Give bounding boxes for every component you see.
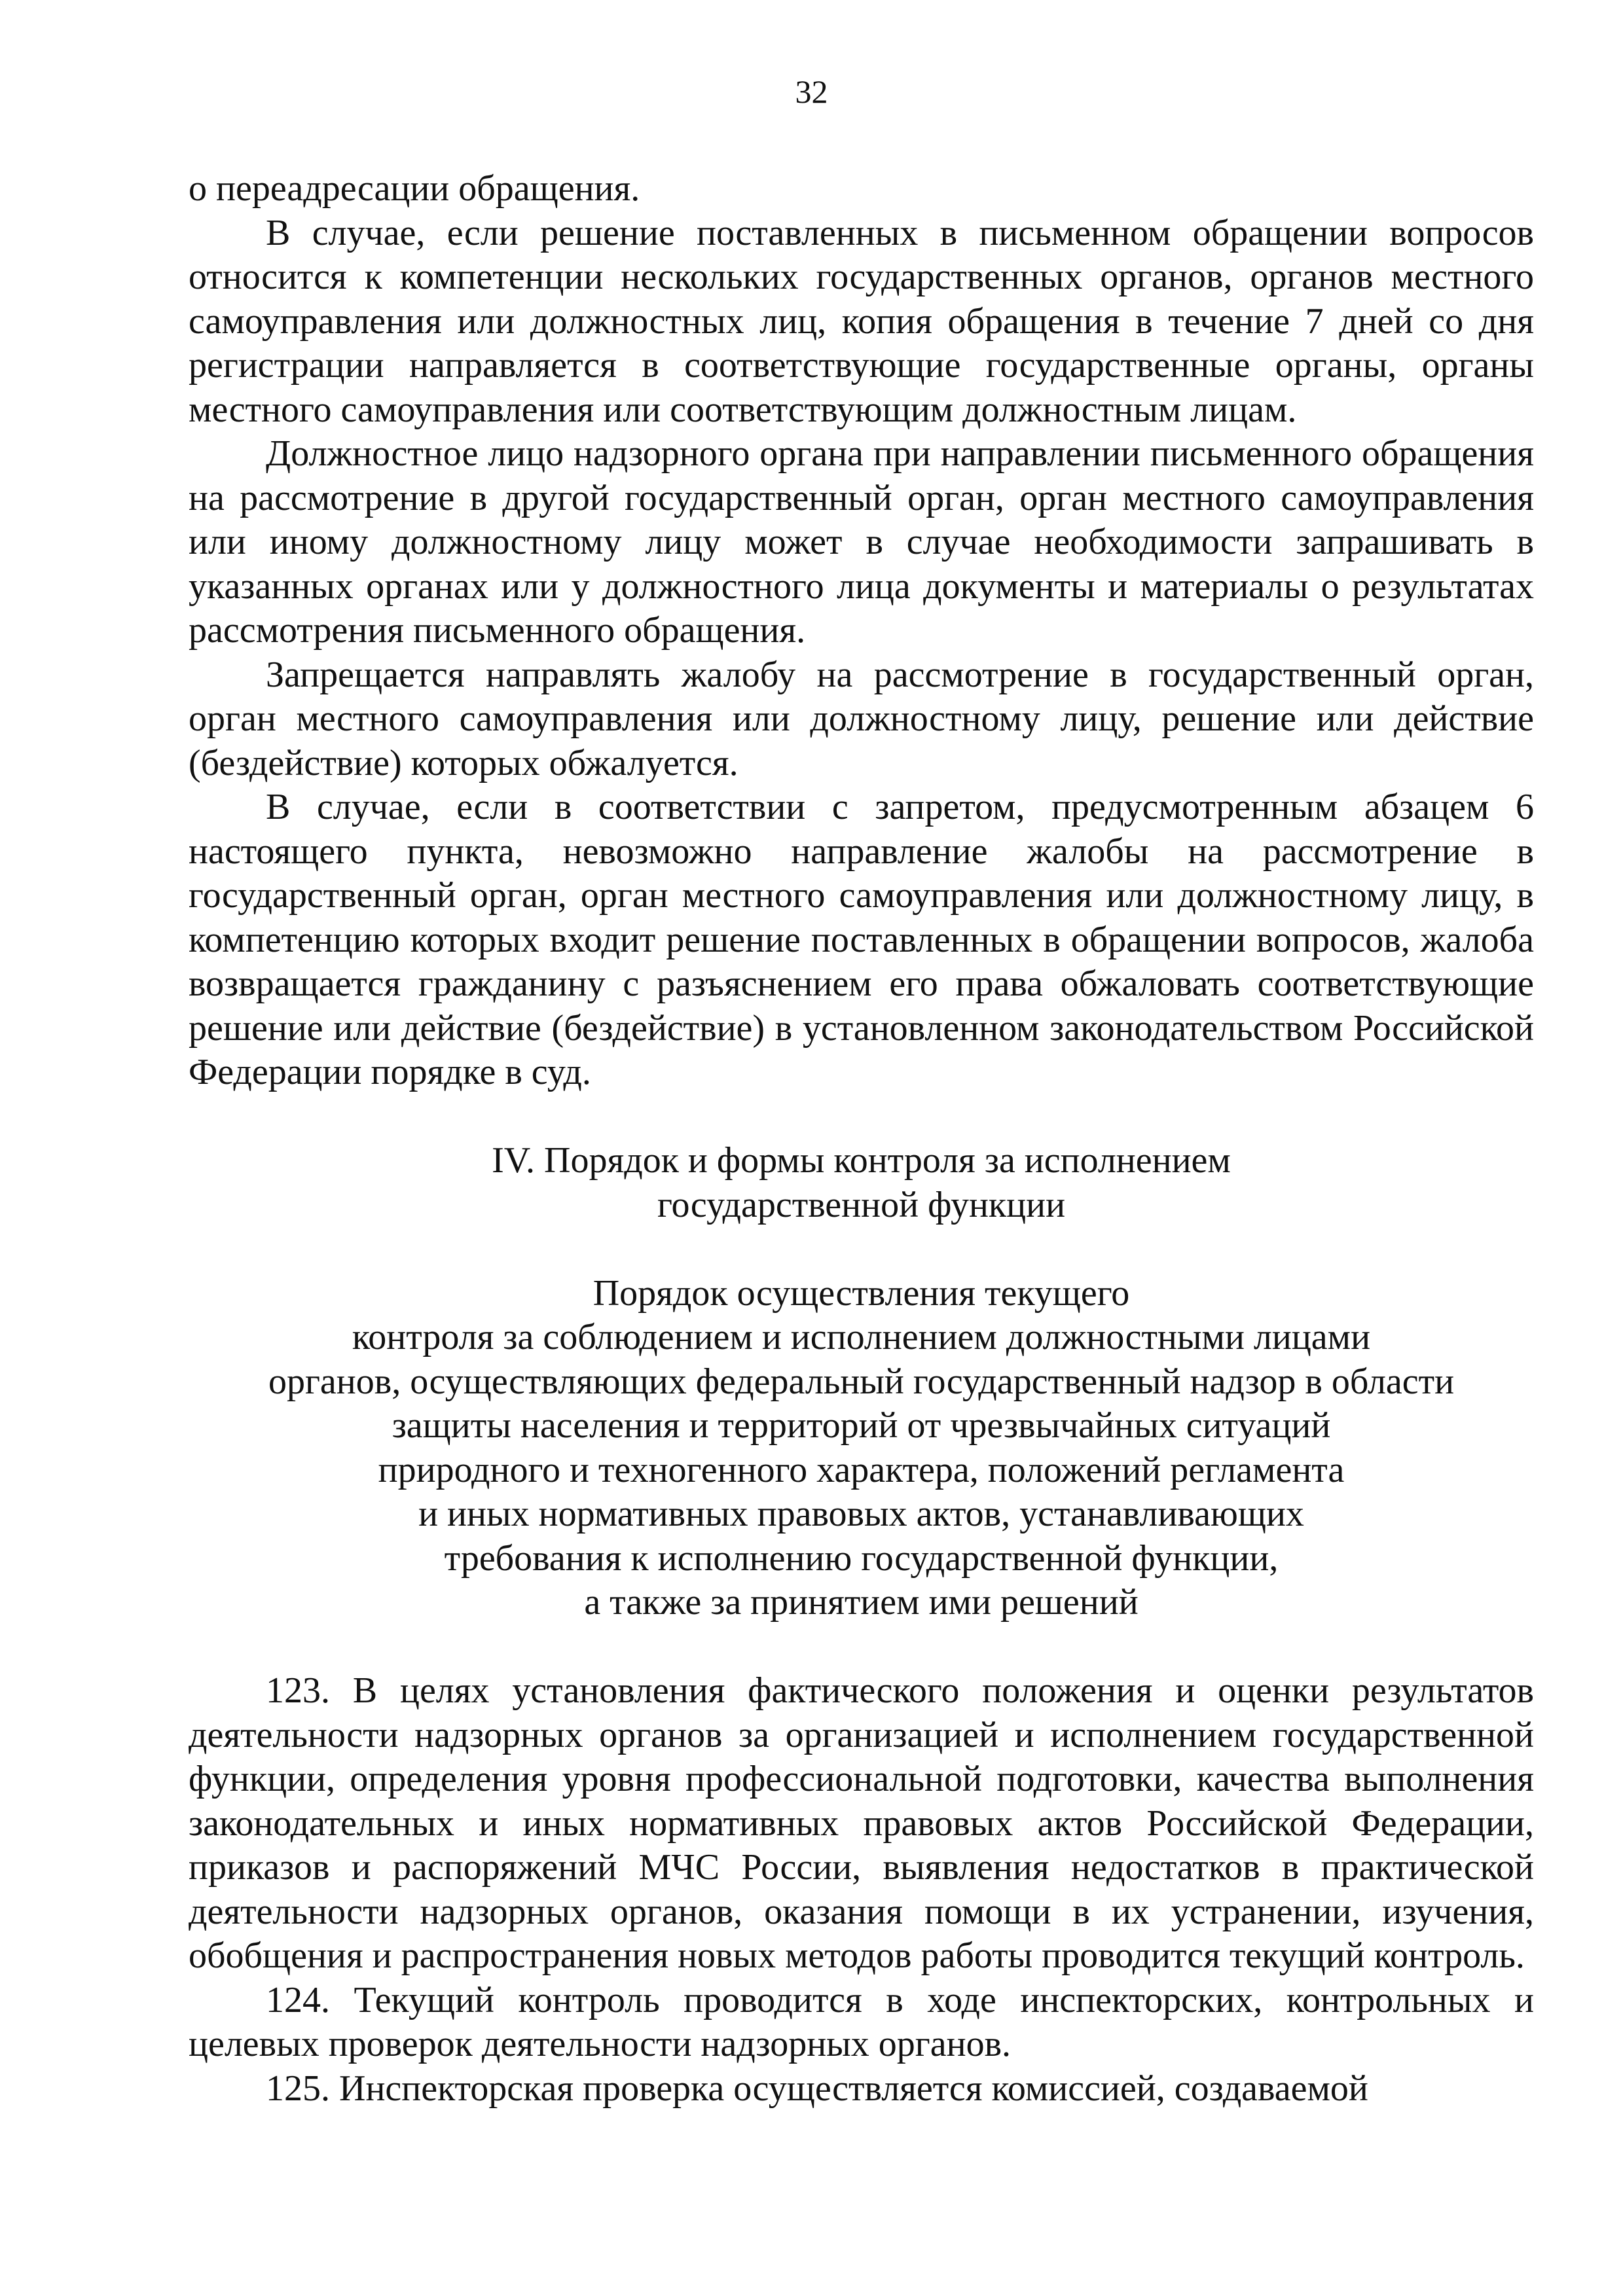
section-heading-line: IV. Порядок и формы контроля за исполнением xyxy=(492,1140,1231,1181)
subsection-heading-line: контроля за соблюдением и исполнением должностными лицами xyxy=(352,1317,1371,1357)
paragraph-125: 125. Инспекторская проверка осуществляется комиссией, создаваемой xyxy=(266,2068,1368,2109)
subsection-heading-line: защиты населения и территорий от чрезвычайных ситуаций xyxy=(392,1405,1331,1446)
paragraph: В случае, если в соответствии с запретом, предусмотренным абзацем 6 настоящего пункта, невозможно направление жалобы на рассмотрение в государственный орган, орган местного самоуправления или должностному лицу, в компетенцию которых входит решение поставленных в обращении вопросов, жалоба возвращается гражданину с разъяснением его права обжаловать соответствующие решение или действие (бездействие) в установленном законодательством Российской Федерации порядке в суд. xyxy=(189,787,1534,1092)
document-body xyxy=(189,167,1534,2111)
paragraph-continuation: о переадресации обращения. xyxy=(189,168,640,209)
section-heading xyxy=(189,1139,1534,1227)
paragraph-124: 124. Текущий контроль проводится в ходе инспекторских, контрольных и целевых проверок деятельности надзорных органов. xyxy=(189,1979,1534,2064)
subsection-heading-line: Порядок осуществления текущего xyxy=(593,1272,1130,1314)
paragraph: Должностное лицо надзорного органа при направлении письменного обращения на рассмотрение в другой государственный орган, орган местного самоуправления или иному должностному лицу может в случае необходимости запрашивать в указанных органах или у должностного лица документы и материалы о результатах рассмотрения письменного обращения. xyxy=(189,433,1534,651)
section-heading-line: государственной функции xyxy=(657,1184,1066,1225)
paragraph: Запрещается направлять жалобу на рассмотрение в государственный орган, орган местного самоуправления или должностному лицу, решение или действие (бездействие) которых обжалуется. xyxy=(189,654,1534,783)
subsection-heading-line: а также за принятием ими решений xyxy=(584,1582,1139,1623)
subsection-heading-line: требования к исполнению государственной функции, xyxy=(444,1537,1279,1579)
paragraph-123: 123. В целях установления фактического положения и оценки результатов деятельности надзорных органов за организацией и исполнением государственной функции, определения уровня профессиональной подготовки, качества выполнения законодательных и иных нормативных правовых актов Российской Федерации, приказов и распоряжений МЧС России, выявления недостатков в практической деятельности надзорных органов, оказания помощи в их устранении, изучения, обобщения и распространения новых методов работы проводится текущий контроль. xyxy=(189,1670,1534,1976)
page-number: 32 xyxy=(795,73,828,110)
subsection-heading-line: органов, осуществляющих федеральный государственный надзор в области xyxy=(268,1361,1455,1402)
paragraph: В случае, если решение поставленных в письменном обращении вопросов относится к компетенции нескольких государственных органов, органов местного самоуправления или должностных лиц, копия обращения в течение 7 дней со дня регистрации направляется в соответствующие государственные органы, органы местного самоуправления или соответствующим должностным лицам. xyxy=(189,212,1534,430)
subsection-heading-line: природного и техногенного характера, положений регламента xyxy=(378,1449,1345,1490)
subsection-heading-line: и иных нормативных правовых актов, устанавливающих xyxy=(418,1494,1304,1534)
subsection-heading xyxy=(189,1272,1534,1625)
